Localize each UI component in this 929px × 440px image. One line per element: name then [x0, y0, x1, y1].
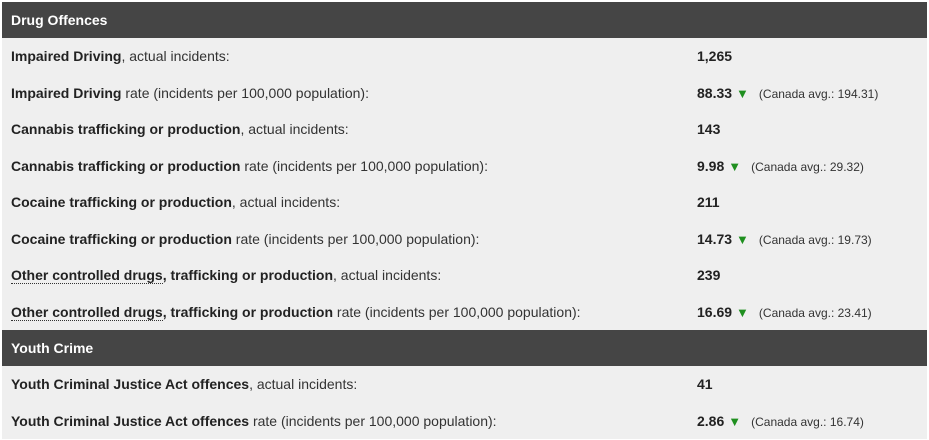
- row-value: 9.98 ▼ (Canada avg.: 29.32): [697, 148, 864, 186]
- down-triangle-icon: ▼: [736, 86, 749, 101]
- row-value: 2.86 ▼ (Canada avg.: 16.74): [697, 403, 864, 440]
- down-triangle-icon: ▼: [728, 159, 741, 174]
- canada-average: (Canada avg.: 16.74): [751, 415, 864, 429]
- table-row: [2, 38, 927, 75]
- section-header-drug-offences: Drug Offences: [2, 2, 927, 38]
- section-body-drug-offences: [2, 38, 927, 330]
- table-row: [2, 111, 927, 148]
- table-row: [2, 221, 927, 258]
- table-row: [2, 403, 927, 440]
- canada-average: (Canada avg.: 19.73): [759, 233, 872, 247]
- row-value: 14.73 ▼ (Canada avg.: 19.73): [697, 221, 872, 259]
- table-row: [2, 184, 927, 221]
- table-row: [2, 75, 927, 112]
- canada-average: (Canada avg.: 23.41): [759, 306, 872, 320]
- row-label: Cannabis trafficking or production rate (incidents per 100,000 population):: [11, 148, 488, 185]
- definition-tooltip-link[interactable]: Other controlled drugs: [11, 304, 163, 321]
- row-label: Youth Criminal Justice Act offences rate (incidents per 100,000 population):: [11, 403, 497, 440]
- row-value: 143: [697, 111, 720, 148]
- down-triangle-icon: ▼: [736, 232, 749, 247]
- row-value: 1,265: [697, 38, 732, 75]
- row-value: 16.69 ▼ (Canada avg.: 23.41): [697, 294, 872, 332]
- table-row: [2, 257, 927, 294]
- table-row: [2, 148, 927, 185]
- row-label: Other controlled drugs, trafficking or production, actual incidents:: [11, 257, 441, 294]
- down-triangle-icon: ▼: [728, 414, 741, 429]
- table-row: [2, 366, 927, 403]
- row-label: Cocaine trafficking or production rate (incidents per 100,000 population):: [11, 221, 479, 258]
- canada-average: (Canada avg.: 194.31): [759, 87, 878, 101]
- section-header-youth-crime: Youth Crime: [2, 330, 927, 366]
- section-body-youth-crime: [2, 366, 927, 439]
- row-label: Impaired Driving rate (incidents per 100,000 population):: [11, 75, 369, 112]
- definition-tooltip-link[interactable]: Other controlled drugs: [11, 267, 163, 284]
- canada-average: (Canada avg.: 29.32): [751, 160, 864, 174]
- row-value: 211: [697, 184, 720, 221]
- row-label: Cocaine trafficking or production, actual incidents:: [11, 184, 340, 221]
- row-label: Impaired Driving, actual incidents:: [11, 38, 230, 75]
- row-label: Cannabis trafficking or production, actual incidents:: [11, 111, 349, 148]
- row-value: 88.33 ▼ (Canada avg.: 194.31): [697, 75, 878, 113]
- row-label: Other controlled drugs, trafficking or production rate (incidents per 100,000 population):: [11, 294, 581, 331]
- row-value: 41: [697, 366, 713, 403]
- row-value: 239: [697, 257, 720, 294]
- row-label: Youth Criminal Justice Act offences, actual incidents:: [11, 366, 357, 403]
- table-row: [2, 294, 927, 331]
- down-triangle-icon: ▼: [736, 305, 749, 320]
